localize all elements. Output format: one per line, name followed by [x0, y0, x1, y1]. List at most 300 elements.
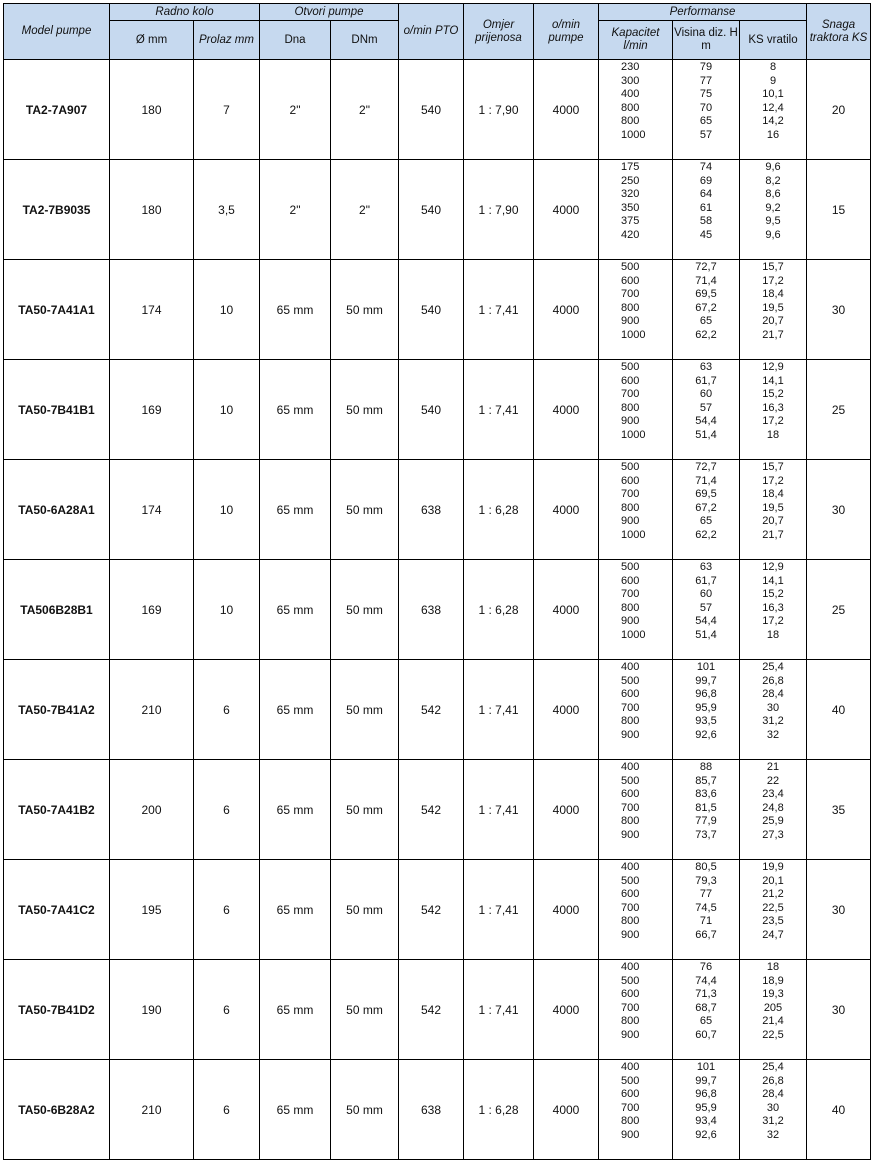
visina-value: 62,2 [695, 328, 717, 341]
ks-vratilo-value: 16,3 [762, 401, 784, 414]
visina-value: 45 [699, 228, 713, 241]
kapacitet-value: 700 [621, 801, 640, 814]
ks-vratilo-value: 21,7 [762, 328, 784, 341]
visina-value: 61,7 [695, 374, 717, 387]
ks-vratilo-value: 30 [766, 701, 780, 714]
ks-vratilo-value: 16,3 [762, 601, 784, 614]
ks-vratilo-value: 21,4 [762, 1015, 784, 1028]
table-row [4, 960, 871, 1060]
ks-vratilo-value: 23,5 [762, 915, 784, 928]
pumpe-cell: 4000 [534, 1060, 599, 1160]
ks-vratilo-value: 17,2 [762, 415, 784, 428]
ks-vratilo-value: 15,2 [762, 388, 784, 401]
header-prolaz: Prolaz mm [194, 21, 260, 60]
kapacitet-value: 500 [621, 461, 640, 473]
kapacitet-value: 700 [621, 588, 640, 601]
ks-vratilo-value: 9,6 [765, 228, 781, 241]
kapacitet-value: 800 [621, 1015, 640, 1028]
table-row [4, 560, 871, 660]
kapacitet-value: 900 [621, 828, 640, 841]
pto-cell: 540 [399, 260, 464, 360]
dna-cell: 65 mm [260, 1060, 331, 1160]
ks-vratilo-value: 20,1 [762, 874, 784, 887]
kapacitet-value: 320 [621, 188, 640, 201]
pumpe-cell: 4000 [534, 460, 599, 560]
visina-value: 74 [699, 161, 713, 173]
omjer-cell: 1 : 7,41 [464, 260, 534, 360]
visina-value: 67,2 [695, 501, 717, 514]
omjer-cell: 1 : 7,41 [464, 360, 534, 460]
visina-value: 85,7 [695, 774, 717, 787]
diameter-cell: 169 [110, 360, 194, 460]
kapacitet-value: 175 [621, 161, 640, 173]
kapacitet-value: 600 [621, 374, 640, 387]
table-body [4, 60, 871, 1160]
kapacitet-value: 1000 [621, 428, 646, 441]
visina-cell [673, 760, 740, 860]
diameter-cell: 174 [110, 260, 194, 360]
ks-vratilo-value: 14,1 [762, 574, 784, 587]
model-cell: TA50-6B28A2 [4, 1060, 110, 1160]
visina-cell [673, 460, 740, 560]
visina-value: 77,9 [695, 815, 717, 828]
dna-cell: 65 mm [260, 960, 331, 1060]
ks-vratilo-value: 18 [766, 961, 780, 973]
diameter-cell: 169 [110, 560, 194, 660]
omjer-cell: 1 : 6,28 [464, 1060, 534, 1160]
dnm-cell: 50 mm [331, 560, 399, 660]
header-performanse: Performanse [599, 4, 807, 21]
dna-cell: 2" [260, 160, 331, 260]
dnm-cell: 50 mm [331, 660, 399, 760]
diameter-cell: 174 [110, 460, 194, 560]
kapacitet-value: 900 [621, 415, 640, 428]
kapacitet-value: 500 [621, 874, 640, 887]
dnm-cell: 50 mm [331, 760, 399, 860]
ks-vratilo-value: 14,1 [762, 374, 784, 387]
diameter-cell: 195 [110, 860, 194, 960]
visina-value: 99,7 [695, 674, 717, 687]
ks-vratilo-value: 31,2 [762, 1115, 784, 1128]
pumpe-cell: 4000 [534, 60, 599, 160]
kapacitet-cell [599, 560, 673, 660]
kapacitet-value: 500 [621, 974, 640, 987]
header-pumpe: o/min pumpe [534, 4, 599, 60]
model-cell: TA50-7A41C2 [4, 860, 110, 960]
snaga-cell: 25 [807, 560, 871, 660]
kapacitet-value: 1000 [621, 328, 646, 341]
visina-value: 58 [699, 215, 713, 228]
visina-value: 71,4 [695, 474, 717, 487]
dnm-cell: 2" [331, 160, 399, 260]
pumpe-cell: 4000 [534, 260, 599, 360]
header-dna: Dna [260, 21, 331, 60]
pumpe-cell: 4000 [534, 960, 599, 1060]
kapacitet-value: 700 [621, 388, 640, 401]
prolaz-cell: 10 [194, 360, 260, 460]
ks-vratilo-value: 27,3 [762, 828, 784, 841]
visina-value: 81,5 [695, 801, 717, 814]
kapacitet-value: 500 [621, 561, 640, 573]
visina-value: 60 [699, 588, 713, 601]
visina-value: 74,5 [695, 901, 717, 914]
kapacitet-cell [599, 1060, 673, 1160]
ks-vratilo-cell [740, 760, 807, 860]
visina-value: 62,2 [695, 528, 717, 541]
visina-value: 93,5 [695, 715, 717, 728]
snaga-cell: 25 [807, 360, 871, 460]
prolaz-cell: 6 [194, 960, 260, 1060]
visina-cell [673, 860, 740, 960]
visina-cell [673, 160, 740, 260]
ks-vratilo-value: 28,4 [762, 688, 784, 701]
kapacitet-value: 1000 [621, 628, 646, 641]
prolaz-cell: 10 [194, 560, 260, 660]
visina-value: 69,5 [695, 488, 717, 501]
kapacitet-value: 900 [621, 928, 640, 941]
diameter-cell: 180 [110, 60, 194, 160]
table-row [4, 660, 871, 760]
omjer-cell: 1 : 7,90 [464, 160, 534, 260]
header-snaga: Snaga traktora KS [807, 4, 871, 60]
kapacitet-value: 600 [621, 574, 640, 587]
model-cell: TA50-7A41A1 [4, 260, 110, 360]
visina-cell [673, 260, 740, 360]
ks-vratilo-value: 15,7 [762, 461, 784, 473]
kapacitet-value: 800 [621, 601, 640, 614]
visina-value: 92,6 [695, 1128, 717, 1141]
kapacitet-value: 400 [621, 1061, 640, 1073]
kapacitet-value: 500 [621, 774, 640, 787]
visina-value: 77 [699, 74, 713, 87]
prolaz-cell: 3,5 [194, 160, 260, 260]
pumpe-cell: 4000 [534, 860, 599, 960]
kapacitet-value: 500 [621, 1074, 640, 1087]
kapacitet-cell [599, 760, 673, 860]
kapacitet-value: 600 [621, 688, 640, 701]
ks-vratilo-value: 18,9 [762, 974, 784, 987]
ks-vratilo-value: 10,1 [762, 88, 784, 101]
ks-vratilo-value: 9 [769, 74, 777, 87]
snaga-cell: 30 [807, 960, 871, 1060]
visina-value: 71,3 [695, 988, 717, 1001]
header-pto: o/min PTO [399, 4, 464, 60]
pto-cell: 540 [399, 60, 464, 160]
visina-value: 57 [699, 601, 713, 614]
ks-vratilo-value: 31,2 [762, 715, 784, 728]
kapacitet-value: 600 [621, 988, 640, 1001]
visina-value: 96,8 [695, 688, 717, 701]
visina-value: 70 [699, 101, 713, 114]
dnm-cell: 50 mm [331, 460, 399, 560]
header-omjer: Omjer prijenosa [464, 4, 534, 60]
dnm-cell: 2" [331, 60, 399, 160]
kapacitet-value: 375 [621, 215, 640, 228]
visina-value: 69 [699, 174, 713, 187]
ks-vratilo-value: 22,5 [762, 1028, 784, 1041]
visina-value: 65 [699, 115, 713, 128]
kapacitet-value: 400 [621, 661, 640, 673]
visina-value: 57 [699, 401, 713, 414]
model-cell: TA506B28B1 [4, 560, 110, 660]
visina-cell [673, 660, 740, 760]
ks-vratilo-value: 28,4 [762, 1088, 784, 1101]
visina-value: 101 [696, 1061, 716, 1073]
header-dnm: DNm [331, 21, 399, 60]
kapacitet-cell [599, 860, 673, 960]
dnm-cell: 50 mm [331, 960, 399, 1060]
snaga-cell: 35 [807, 760, 871, 860]
prolaz-cell: 6 [194, 860, 260, 960]
kapacitet-cell [599, 660, 673, 760]
pumpe-cell: 4000 [534, 360, 599, 460]
kapacitet-value: 400 [621, 761, 640, 773]
pto-cell: 540 [399, 360, 464, 460]
ks-vratilo-cell [740, 660, 807, 760]
kapacitet-value: 600 [621, 274, 640, 287]
pto-cell: 638 [399, 560, 464, 660]
visina-value: 63 [699, 561, 713, 573]
ks-vratilo-value: 205 [763, 1001, 783, 1014]
visina-value: 93,4 [695, 1115, 717, 1128]
pumpe-cell: 4000 [534, 560, 599, 660]
diameter-cell: 210 [110, 1060, 194, 1160]
dna-cell: 2" [260, 60, 331, 160]
kapacitet-value: 600 [621, 474, 640, 487]
kapacitet-value: 600 [621, 788, 640, 801]
kapacitet-value: 400 [621, 88, 640, 101]
omjer-cell: 1 : 7,90 [464, 60, 534, 160]
diameter-cell: 200 [110, 760, 194, 860]
visina-value: 77 [699, 888, 713, 901]
pto-cell: 542 [399, 660, 464, 760]
pto-cell: 542 [399, 960, 464, 1060]
kapacitet-value: 900 [621, 315, 640, 328]
ks-vratilo-value: 9,5 [765, 215, 781, 228]
kapacitet-value: 400 [621, 861, 640, 873]
visina-value: 95,9 [695, 1101, 717, 1114]
kapacitet-value: 500 [621, 261, 640, 273]
ks-vratilo-value: 9,6 [765, 161, 781, 173]
ks-vratilo-value: 20,7 [762, 515, 784, 528]
visina-value: 71 [699, 915, 713, 928]
snaga-cell: 30 [807, 460, 871, 560]
snaga-cell: 30 [807, 260, 871, 360]
ks-vratilo-value: 25,4 [762, 661, 784, 673]
ks-vratilo-value: 21,2 [762, 888, 784, 901]
pump-spec-table [3, 3, 871, 1160]
table-row [4, 160, 871, 260]
ks-vratilo-value: 18 [766, 628, 780, 641]
model-cell: TA50-7B41B1 [4, 360, 110, 460]
visina-cell [673, 960, 740, 1060]
pto-cell: 638 [399, 1060, 464, 1160]
kapacitet-cell [599, 260, 673, 360]
header-ks-vratilo: KS vratilo [740, 21, 807, 60]
dnm-cell: 50 mm [331, 860, 399, 960]
omjer-cell: 1 : 7,41 [464, 660, 534, 760]
dnm-cell: 50 mm [331, 260, 399, 360]
ks-vratilo-cell [740, 560, 807, 660]
kapacitet-cell [599, 60, 673, 160]
snaga-cell: 40 [807, 660, 871, 760]
prolaz-cell: 6 [194, 1060, 260, 1160]
kapacitet-value: 700 [621, 288, 640, 301]
pto-cell: 638 [399, 460, 464, 560]
visina-value: 79,3 [695, 874, 717, 887]
kapacitet-value: 230 [621, 61, 640, 73]
visina-value: 65 [699, 515, 713, 528]
ks-vratilo-value: 8 [769, 61, 777, 73]
visina-value: 92,6 [695, 728, 717, 741]
kapacitet-value: 800 [621, 301, 640, 314]
kapacitet-value: 900 [621, 728, 640, 741]
kapacitet-value: 700 [621, 1101, 640, 1114]
table-row [4, 460, 871, 560]
ks-vratilo-value: 19,5 [762, 301, 784, 314]
header-visina: Visina diz. H m [673, 21, 740, 60]
dnm-cell: 50 mm [331, 1060, 399, 1160]
visina-value: 60 [699, 388, 713, 401]
omjer-cell: 1 : 7,41 [464, 960, 534, 1060]
omjer-cell: 1 : 7,41 [464, 860, 534, 960]
visina-value: 68,7 [695, 1001, 717, 1014]
visina-value: 66,7 [695, 928, 717, 941]
dna-cell: 65 mm [260, 560, 331, 660]
kapacitet-value: 600 [621, 1088, 640, 1101]
diameter-cell: 210 [110, 660, 194, 760]
ks-vratilo-value: 12,9 [762, 361, 784, 373]
visina-value: 65 [699, 1015, 713, 1028]
dna-cell: 65 mm [260, 360, 331, 460]
kapacitet-value: 600 [621, 888, 640, 901]
visina-value: 101 [696, 661, 716, 673]
table-row [4, 1060, 871, 1160]
visina-value: 69,5 [695, 288, 717, 301]
kapacitet-cell [599, 160, 673, 260]
ks-vratilo-value: 15,7 [762, 261, 784, 273]
visina-value: 75 [699, 88, 713, 101]
kapacitet-value: 800 [621, 815, 640, 828]
visina-value: 71,4 [695, 274, 717, 287]
pto-cell: 540 [399, 160, 464, 260]
visina-value: 64 [699, 188, 713, 201]
ks-vratilo-value: 8,2 [765, 174, 781, 187]
ks-vratilo-value: 15,2 [762, 588, 784, 601]
omjer-cell: 1 : 7,41 [464, 760, 534, 860]
visina-value: 51,4 [695, 628, 717, 641]
ks-vratilo-value: 19,5 [762, 501, 784, 514]
visina-cell [673, 1060, 740, 1160]
ks-vratilo-value: 8,6 [765, 188, 781, 201]
kapacitet-value: 500 [621, 361, 640, 373]
kapacitet-value: 250 [621, 174, 640, 187]
model-cell: TA2-7A907 [4, 60, 110, 160]
ks-vratilo-value: 16 [766, 128, 780, 141]
snaga-cell: 40 [807, 1060, 871, 1160]
ks-vratilo-value: 21 [766, 761, 780, 773]
visina-value: 60,7 [695, 1028, 717, 1041]
ks-vratilo-value: 18,4 [762, 488, 784, 501]
model-cell: TA50-7A41B2 [4, 760, 110, 860]
prolaz-cell: 6 [194, 760, 260, 860]
kapacitet-value: 800 [621, 401, 640, 414]
kapacitet-value: 800 [621, 115, 640, 128]
pto-cell: 542 [399, 760, 464, 860]
visina-value: 72,7 [695, 461, 717, 473]
ks-vratilo-cell [740, 160, 807, 260]
pumpe-cell: 4000 [534, 160, 599, 260]
visina-cell [673, 560, 740, 660]
ks-vratilo-cell [740, 260, 807, 360]
kapacitet-value: 400 [621, 961, 640, 973]
pumpe-cell: 4000 [534, 760, 599, 860]
kapacitet-value: 1000 [621, 528, 646, 541]
visina-value: 61 [699, 201, 713, 214]
kapacitet-value: 900 [621, 1028, 640, 1041]
ks-vratilo-value: 19,9 [762, 861, 784, 873]
visina-cell [673, 360, 740, 460]
dnm-cell: 50 mm [331, 360, 399, 460]
table-row [4, 360, 871, 460]
ks-vratilo-value: 25,4 [762, 1061, 784, 1073]
visina-value: 54,4 [695, 415, 717, 428]
prolaz-cell: 7 [194, 60, 260, 160]
visina-value: 96,8 [695, 1088, 717, 1101]
kapacitet-value: 800 [621, 715, 640, 728]
pto-cell: 542 [399, 860, 464, 960]
prolaz-cell: 10 [194, 260, 260, 360]
omjer-cell: 1 : 6,28 [464, 560, 534, 660]
kapacitet-value: 900 [621, 1128, 640, 1141]
snaga-cell: 20 [807, 60, 871, 160]
visina-value: 99,7 [695, 1074, 717, 1087]
prolaz-cell: 10 [194, 460, 260, 560]
ks-vratilo-value: 30 [766, 1101, 780, 1114]
ks-vratilo-value: 22 [766, 774, 780, 787]
table-row [4, 860, 871, 960]
model-cell: TA50-6A28A1 [4, 460, 110, 560]
pumpe-cell: 4000 [534, 660, 599, 760]
ks-vratilo-cell [740, 1060, 807, 1160]
ks-vratilo-value: 14,2 [762, 115, 784, 128]
kapacitet-value: 700 [621, 1001, 640, 1014]
ks-vratilo-value: 18 [766, 428, 780, 441]
visina-value: 74,4 [695, 974, 717, 987]
header-kapacitet: Kapacitet l/min [599, 21, 673, 60]
visina-value: 80,5 [695, 861, 717, 873]
ks-vratilo-value: 26,8 [762, 674, 784, 687]
kapacitet-value: 350 [621, 201, 640, 214]
ks-vratilo-value: 25,9 [762, 815, 784, 828]
dna-cell: 65 mm [260, 860, 331, 960]
ks-vratilo-value: 17,2 [762, 274, 784, 287]
visina-value: 54,4 [695, 615, 717, 628]
visina-value: 72,7 [695, 261, 717, 273]
ks-vratilo-value: 19,3 [762, 988, 784, 1001]
kapacitet-value: 700 [621, 488, 640, 501]
dna-cell: 65 mm [260, 660, 331, 760]
table-row [4, 60, 871, 160]
kapacitet-cell [599, 360, 673, 460]
ks-vratilo-value: 32 [766, 728, 780, 741]
visina-value: 51,4 [695, 428, 717, 441]
visina-value: 67,2 [695, 301, 717, 314]
dna-cell: 65 mm [260, 460, 331, 560]
ks-vratilo-value: 17,2 [762, 474, 784, 487]
ks-vratilo-value: 23,4 [762, 788, 784, 801]
ks-vratilo-cell [740, 860, 807, 960]
